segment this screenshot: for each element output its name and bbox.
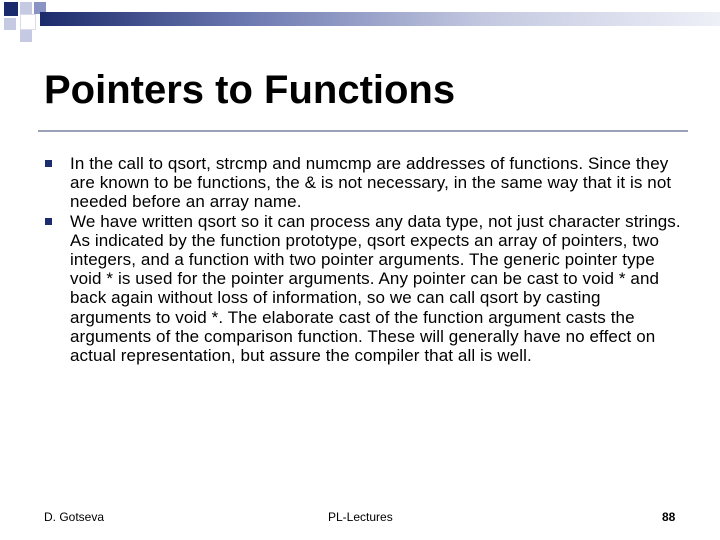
square-bullet-icon xyxy=(45,160,52,167)
bullet-item xyxy=(44,154,684,212)
bullet-text: In the call to qsort, strcmp and numcmp are addresses of functions. Since they are known to be functions, the & is not necessary, in the same way that it is not needed before an array name. xyxy=(70,154,672,212)
page-number: 88 xyxy=(662,510,676,524)
slide-title: Pointers to Functions xyxy=(44,68,456,112)
footer-course: PL-Lectures xyxy=(328,510,393,524)
bullet-list xyxy=(44,154,684,365)
header-gradient-bar xyxy=(40,12,720,26)
bullet-text: We have written qsort so it can process any data type, not just character strings. As indicated by the function prototype, qsort expects an array of pointers, two integers, and a function with two pointer arguments. The generic pointer type void * is used for the pointer arguments. Any pointer can be cast to void * and back again without loss of information, so we can call qsort by casting arguments to void *. The elaborate cast of the function argument casts the arguments of the comparison function. These will generally have no effect on actual representation, but assure the compiler that all is well. xyxy=(70,211,681,366)
title-divider xyxy=(38,130,688,132)
bullet-item xyxy=(44,212,684,366)
square-bullet-icon xyxy=(45,218,52,225)
footer-author: D. Gotseva xyxy=(44,510,105,524)
